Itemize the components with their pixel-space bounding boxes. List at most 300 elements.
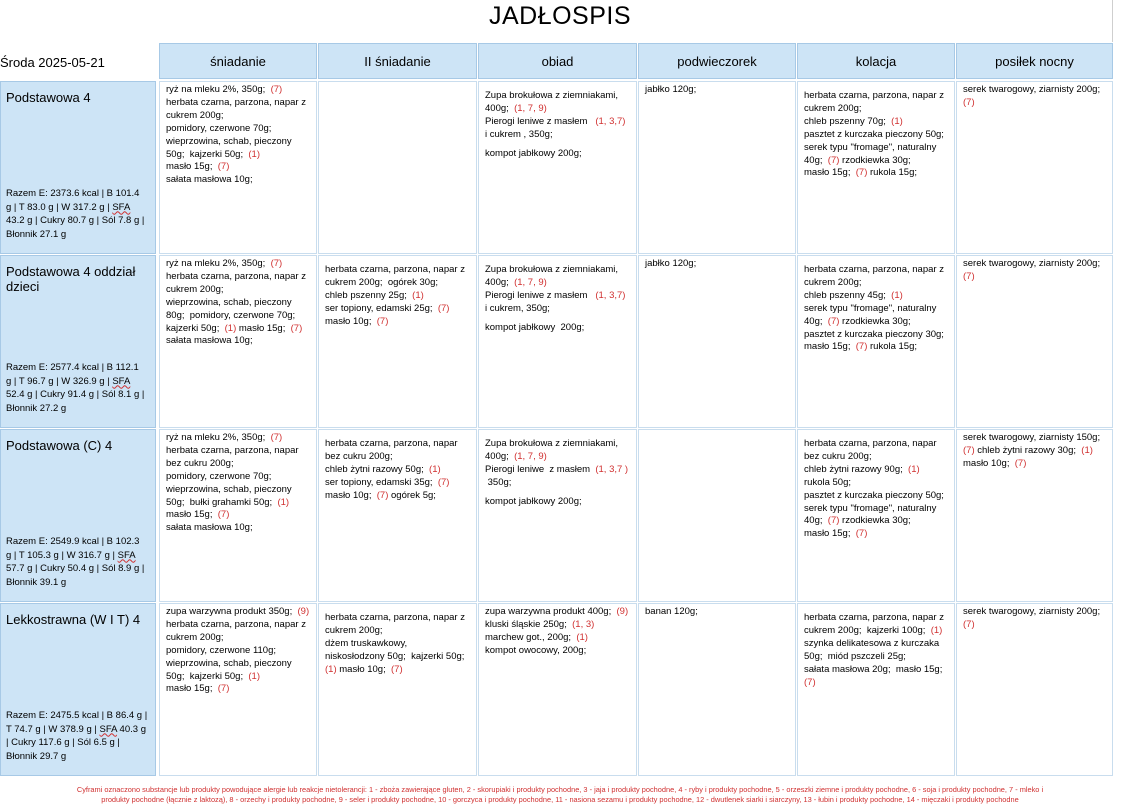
allergen-legend-line: produkty pochodne (łącznie z laktozą), 8 - orzechy i produkty pochodne, 9 - seler i produkty pochodne, 10 - gorczyca i produkty pochodne, 11 - nasiona sezamu i produkty pochodne, 12 - dwutlenek siarki i siarczyny, 13 - łubin i produkty pochodne, 14 - mięczaki i produkty pochodne <box>101 795 1019 804</box>
menu-item: pomidory, czerwone 70g; <box>166 122 272 134</box>
menu-item: ser topiony, edamski 25g; <box>325 302 438 314</box>
menu-item: wieprzowina, schab, pieczony <box>166 483 292 495</box>
allergen-code: (1) <box>576 631 588 643</box>
menu-line <box>485 619 632 632</box>
allergen-code: (7) <box>855 167 868 179</box>
menu-item: chleb pszenny 45g; <box>804 289 892 301</box>
menu-line <box>166 432 312 445</box>
menu-line <box>485 90 632 103</box>
menu-item: serek twarogowy, ziarnisty 200g; <box>963 606 1101 617</box>
allergen-code: (1, 7, 9) <box>514 450 547 462</box>
allergen-code: (1, 3,7) <box>595 115 626 127</box>
menu-line <box>166 484 312 497</box>
summary-line <box>6 549 149 563</box>
menu-line <box>804 277 950 290</box>
sfa-label: SFA <box>99 723 117 735</box>
meal-cell <box>318 81 477 254</box>
meal-cell <box>159 81 317 254</box>
menu-item: niskosłodzony 50g; kajzerki 50g; <box>325 650 465 662</box>
menu-line <box>325 477 472 490</box>
menu-line <box>963 445 1108 458</box>
menu-line <box>963 619 1108 632</box>
page-title: JADŁOSPIS <box>488 2 632 30</box>
allergen-code: (7) <box>437 476 450 488</box>
menu-line <box>166 110 312 123</box>
menu-item: serek typu "fromage", naturalny <box>804 502 937 514</box>
menu-line <box>804 129 950 142</box>
menu-item: masło 10g; <box>325 315 377 327</box>
menu-line <box>804 612 950 625</box>
menu-item: kompot jabłkowy 200g; <box>485 147 582 159</box>
menu-item: marchew got., 200g; <box>485 631 577 643</box>
menu-line <box>804 316 950 329</box>
menu-item: rukola 15g; <box>867 341 918 353</box>
menu-line <box>166 445 312 458</box>
menu-item: dżem truskawkowy, <box>325 637 408 649</box>
menu-line <box>804 103 950 116</box>
meal-cell <box>159 603 317 776</box>
menu-line <box>804 490 950 503</box>
menu-line <box>166 84 312 97</box>
menu-line <box>804 264 950 277</box>
allergen-code: (1) <box>1081 444 1093 456</box>
allergen-code: (1, 3) <box>572 618 595 630</box>
menu-line <box>963 432 1108 445</box>
menu-item: chleb pszenny 70g; <box>804 115 892 127</box>
allergen-code: (7) <box>963 444 975 456</box>
menu-line <box>963 458 1108 471</box>
menu-item: kompot owocowy, 200g; <box>485 644 587 656</box>
menu-line <box>804 167 950 180</box>
allergen-code: (9) <box>616 606 629 617</box>
menu-item: cukrem 200g; <box>325 624 383 636</box>
menu-item: bez cukru 200g; <box>166 457 234 469</box>
menu-line <box>485 264 632 277</box>
meal-cell <box>638 603 796 776</box>
menu-line <box>485 645 632 658</box>
menu-item: Pierogi leniwe z masłem <box>485 115 596 127</box>
allergen-code: (1) <box>891 289 903 301</box>
allergen-code: (7) <box>270 258 283 269</box>
summary-line: 43.2 g | Cukry 80.7 g | Sól 7.8 g | <box>6 215 145 226</box>
menu-item: zupa warzywna produkt 400g; <box>485 606 617 617</box>
diet-label-cell <box>0 429 156 602</box>
allergen-code: (7) <box>217 683 230 695</box>
menu-line <box>325 612 472 625</box>
allergen-legend <box>0 785 1120 805</box>
menu-line <box>166 632 312 645</box>
menu-line <box>485 277 632 290</box>
meal-cell <box>478 429 637 602</box>
menu-line <box>963 97 1108 110</box>
menu-item: i cukrem, 350g; <box>485 302 550 314</box>
menu-line <box>804 341 950 354</box>
menu-item: kompot jabłkowy 200g; <box>485 321 585 333</box>
summary-line: Błonnik 29.7 g <box>6 750 67 762</box>
menu-item: rukola 15g; <box>867 167 918 179</box>
menu-line <box>166 284 312 297</box>
menu-item: chleb żytni razowy 90g; <box>804 463 909 475</box>
menu-line <box>166 258 312 271</box>
allergen-code: (7) <box>1014 457 1027 469</box>
menu-item: cukrem 200g; <box>804 102 862 114</box>
menu-item: pasztet z kurczaka pieczony 50g; <box>804 489 944 501</box>
menu-item: masło 10g; <box>963 457 1015 469</box>
summary-line: Błonnik 39.1 g <box>6 576 67 588</box>
summary-line: 52.4 g | Cukry 91.4 g | Sól 8.1 g | <box>6 389 145 400</box>
menu-item: chleb żytni razowy 50g; <box>325 463 430 475</box>
menu-line <box>166 522 312 535</box>
menu-line <box>804 142 950 155</box>
menu-item: masło 10g; <box>325 489 377 501</box>
allergen-code: (7) <box>270 432 283 443</box>
menu-line <box>485 477 632 490</box>
menu-item: cukrem 200g; <box>166 283 224 295</box>
menu-item: rzodkiewka 30g; <box>839 154 911 166</box>
summary-line: Błonnik 27.2 g <box>6 402 67 414</box>
allergen-code: (7) <box>290 322 303 334</box>
menu-item: cukrem 200g; <box>166 109 224 121</box>
menu-line <box>804 664 950 677</box>
meal-header: obiad <box>478 43 637 79</box>
menu-item: herbata czarna, parzona, napar z <box>325 612 465 623</box>
menu-line <box>485 632 632 645</box>
menu-item: pasztet z kurczaka pieczony 50g; <box>804 128 944 140</box>
summary-text: g | T 96.7 g | W 326.9 g | <box>6 375 113 387</box>
menu-line <box>485 129 632 142</box>
menu-item: pomidory, czerwone 110g; <box>166 644 277 656</box>
menu-line <box>645 606 791 619</box>
menu-item: serek twarogowy, ziarnisty 200g; <box>963 84 1101 95</box>
diet-name: Podstawowa 4 oddział dzieci <box>6 264 136 294</box>
sfa-label: SFA <box>117 549 136 561</box>
menu-line <box>166 123 312 136</box>
menu-item: ser topiony, edamski 35g; <box>325 476 438 488</box>
menu-item: 40g; <box>804 515 828 527</box>
meal-cell <box>638 429 796 602</box>
menu-item: 400g; <box>485 102 515 114</box>
allergen-code: (1) <box>277 496 290 508</box>
menu-line <box>166 335 312 348</box>
meal-cell <box>956 429 1113 602</box>
menu-line <box>325 651 472 664</box>
menu-line <box>804 90 950 103</box>
menu-line <box>166 149 312 162</box>
menu-line <box>325 303 472 316</box>
menu-item: 40g; <box>804 315 828 327</box>
menu-item: Pierogi leniwe z masłem <box>485 289 596 301</box>
summary-line: Błonnik 27.1 g <box>6 228 67 240</box>
menu-item: herbata czarna, parzona, napar z <box>166 270 306 282</box>
diet-name: Podstawowa (C) 4 <box>6 438 113 453</box>
menu-item: sałata masłowa 20g; masło 15g; <box>804 663 943 675</box>
sfa-label: SFA <box>112 375 131 387</box>
menu-line <box>485 290 632 303</box>
meal-cell <box>956 255 1113 428</box>
menu-line <box>325 451 472 464</box>
summary-line: Razem E: 2577.4 kcal | B 112.1 <box>6 362 139 373</box>
divider <box>1112 0 1113 42</box>
menu-line <box>166 658 312 671</box>
allergen-code: (1) <box>908 463 920 475</box>
allergen-code: (1) <box>248 148 261 160</box>
summary-text: T 74.7 g | W 378.9 g | <box>6 723 100 735</box>
menu-line <box>325 277 472 290</box>
menu-item: chleb pszenny 25g; <box>325 289 413 301</box>
menu-line <box>804 651 950 664</box>
menu-item: herbata czarna, parzona, napar z <box>166 618 306 630</box>
meal-cell <box>478 255 637 428</box>
nutrition-summary <box>6 535 149 589</box>
menu-item: 50g; kajzerki 50g; <box>166 670 249 682</box>
meal-cell <box>478 603 637 776</box>
menu-line <box>485 116 632 129</box>
menu-line <box>645 84 791 97</box>
menu-line <box>804 303 950 316</box>
menu-line <box>325 625 472 638</box>
meal-cell <box>956 603 1113 776</box>
menu-line <box>166 174 312 187</box>
menu-item: herbata czarna, parzona, napar <box>325 438 458 449</box>
menu-item: cukrem 200g; ogórek 30g; <box>325 276 439 288</box>
meal-cell <box>638 255 796 428</box>
menu-item: 400g; <box>485 450 515 462</box>
nutrition-summary <box>6 709 149 763</box>
menu-item: 350g; <box>485 476 512 488</box>
menu-item: herbata czarna, parzona, napar z <box>325 264 465 275</box>
menu-line <box>485 322 632 335</box>
menu-item: chleb żytni razowy 30g; <box>974 444 1082 456</box>
menu-line <box>166 161 312 174</box>
meal-cell <box>638 81 796 254</box>
menu-line <box>485 496 632 509</box>
diet-label-cell <box>0 255 156 428</box>
menu-line <box>804 677 950 690</box>
meal-cell <box>318 603 477 776</box>
allergen-code: (7) <box>827 154 840 166</box>
menu-item: masło 15g; <box>166 683 218 695</box>
allergen-code: (1) <box>248 670 261 682</box>
menu-line <box>485 464 632 477</box>
allergen-code: (9) <box>297 606 310 617</box>
menu-item: 80g; pomidory, czerwone 70g; <box>166 309 296 321</box>
menu-line <box>485 451 632 464</box>
menu-line <box>325 264 472 277</box>
menu-item: herbata czarna, parzona, napar <box>804 438 937 449</box>
allergen-code: (1) <box>429 463 441 475</box>
allergen-code: (1) <box>325 663 337 675</box>
menu-line <box>325 490 472 503</box>
menu-item: cukrem 200g; <box>166 631 224 643</box>
allergen-code: (7) <box>217 161 230 173</box>
menu-item: masło 15g; <box>236 322 291 334</box>
menu-line <box>804 464 950 477</box>
menu-item: kajzerki 50g; <box>166 322 225 334</box>
menu-line <box>166 497 312 510</box>
meal-cell <box>159 429 317 602</box>
menu-line <box>325 290 472 303</box>
summary-line <box>6 723 149 737</box>
menu-line <box>804 503 950 516</box>
menu-item: wieprzowina, schab, pieczony <box>166 657 292 669</box>
menu-item: bez cukru 200g; <box>804 450 872 462</box>
summary-line: Razem E: 2475.5 kcal | B 86.4 g | <box>6 710 148 721</box>
menu-line <box>485 103 632 116</box>
menu-line <box>325 438 472 451</box>
diet-label-cell <box>0 603 156 776</box>
menu-item: jabłko 120g; <box>645 84 697 95</box>
menu-item: Zupa brokułowa z ziemniakami, <box>485 264 619 275</box>
menu-line <box>804 155 950 168</box>
allergen-code: (1) <box>412 289 424 301</box>
menu-item: rukola 50g; <box>804 476 852 488</box>
menu-item: kluski śląskie 250g; <box>485 618 573 630</box>
menu-item: herbata czarna, parzona, napar z <box>804 90 944 101</box>
menu-item: serek typu "fromage", naturalny <box>804 302 937 314</box>
menu-line <box>485 148 632 161</box>
summary-line: 57.7 g | Cukry 50.4 g | Sól 8.9 g | <box>6 563 145 574</box>
menu-item: masło 15g; <box>804 528 856 540</box>
menu-item: ryż na mleku 2%, 350g; <box>166 258 271 269</box>
meal-header: kolacja <box>797 43 955 79</box>
meal-cell <box>797 429 955 602</box>
menu-line <box>804 116 950 129</box>
menu-item: masło 15g; <box>166 509 218 521</box>
diet-name: Podstawowa 4 <box>6 90 91 105</box>
diet-label-cell <box>0 81 156 254</box>
nutrition-summary <box>6 361 149 415</box>
menu-item: cukrem 200g; <box>804 276 862 288</box>
menu-item: serek typu "fromage", naturalny <box>804 141 937 153</box>
meal-cell <box>159 255 317 428</box>
summary-text: g | T 83.0 g | W 317.2 g | <box>6 201 113 213</box>
allergen-code: (7) <box>827 515 840 527</box>
menu-item: masło 15g; <box>804 167 856 179</box>
menu-item: sałata masłowa 10g; <box>166 522 253 534</box>
menu-item: pomidory, czerwone 70g; <box>166 470 272 482</box>
menu-item: 40g; <box>804 154 828 166</box>
meal-cell <box>797 603 955 776</box>
menu-line <box>804 477 950 490</box>
menu-line <box>325 464 472 477</box>
menu-line <box>166 323 312 336</box>
menu-item: 400g; <box>485 276 515 288</box>
menu-item: 50g; bułki grahamki 50g; <box>166 496 278 508</box>
menu-item: masło 10g; <box>336 663 392 675</box>
summary-line: | Cukry 117.6 g | Sól 6.5 g | <box>6 737 120 748</box>
allergen-code: (1, 3,7) <box>595 289 626 301</box>
menu-line <box>166 297 312 310</box>
meal-cell <box>956 81 1113 254</box>
menu-line <box>166 509 312 522</box>
menu-item: cukrem 200g; kajzerki 100g; <box>804 624 931 636</box>
menu-line <box>804 438 950 451</box>
menu-item: rzodkiewka 30g; <box>839 315 911 327</box>
menu-item: masło 15g; <box>804 341 856 353</box>
allergen-code: (7) <box>217 509 230 521</box>
menu-item: masło 15g; <box>166 161 218 173</box>
menu-line <box>804 638 950 651</box>
menu-line <box>804 528 950 541</box>
meal-header: II śniadanie <box>318 43 477 79</box>
menu-item: sałata masłowa 10g; <box>166 335 253 347</box>
allergen-code: (7) <box>270 84 283 95</box>
allergen-code: (1, 7, 9) <box>514 276 547 288</box>
allergen-code: (7) <box>855 341 868 353</box>
menu-line <box>645 258 791 271</box>
allergen-code: (7) <box>376 315 389 327</box>
summary-line <box>6 201 149 215</box>
menu-item: pasztet z kurczaka pieczony 30g; <box>804 328 944 340</box>
menu-line <box>963 258 1108 271</box>
menu-item: sałata masłowa 10g; <box>166 174 253 186</box>
menu-item: jabłko 120g; <box>645 258 697 269</box>
allergen-code: (7) <box>963 618 975 630</box>
menu-line <box>166 97 312 110</box>
menu-item: herbata czarna, parzona, napar z <box>166 96 306 108</box>
menu-date: Środa 2025-05-21 <box>0 55 105 70</box>
menu-line <box>166 645 312 658</box>
menu-item: Zupa brokułowa z ziemniakami, <box>485 90 619 101</box>
allergen-code: (7) <box>963 96 975 108</box>
menu-item: zupa warzywna produkt 350g; <box>166 606 298 617</box>
summary-text: 40.3 g <box>116 723 146 735</box>
menu-line <box>804 329 950 342</box>
allergen-code: (7) <box>804 676 816 688</box>
meal-cell <box>318 429 477 602</box>
menu-line <box>963 271 1108 284</box>
menu-item: herbata czarna, parzona, napar <box>166 444 299 456</box>
allergen-code: (7) <box>827 315 840 327</box>
menu-line <box>963 606 1108 619</box>
menu-line <box>485 303 632 316</box>
allergen-legend-line: Cyframi oznaczono substancje lub produkty powodujące alergie lub reakcje nietolerancji: 1 - zboża zawierające gluten, 2 - skorupiaki i produkty pochodne, 3 - jaja i produkty pochodne, 4 - ryby i produkty pochodne, 5 - orzeszki ziemne i produkty pochodne, 6 - soja i produkty pochodne, 7 - mleko i <box>76 785 1044 794</box>
meal-cell <box>797 255 955 428</box>
menu-line <box>166 606 312 619</box>
allergen-code: (7) <box>963 270 975 282</box>
nutrition-summary <box>6 187 149 241</box>
menu-item: 50g; miód pszczeli 25g; <box>804 650 906 662</box>
menu-item: rzodkiewka 30g; <box>839 515 911 527</box>
menu-line <box>485 438 632 451</box>
menu-line <box>166 310 312 323</box>
allergen-code: (1) <box>224 322 237 334</box>
allergen-code: (7) <box>391 663 403 675</box>
allergen-code: (7) <box>437 302 450 314</box>
menu-line <box>963 84 1108 97</box>
menu-line <box>166 458 312 471</box>
menu-line <box>804 625 950 638</box>
menu-line <box>325 638 472 651</box>
menu-item: herbata czarna, parzona, napar z <box>804 264 944 275</box>
menu-line <box>166 271 312 284</box>
menu-line <box>166 471 312 484</box>
menu-item: serek twarogowy, ziarnisty 150g; <box>963 432 1101 443</box>
menu-line <box>804 290 950 303</box>
menu-item: i cukrem , 350g; <box>485 128 553 140</box>
allergen-code: (1, 7, 9) <box>514 102 547 114</box>
summary-line <box>6 375 149 389</box>
menu-item: bez cukru 200g; <box>325 450 393 462</box>
meal-cell <box>797 81 955 254</box>
menu-line <box>325 664 472 677</box>
menu-line <box>166 136 312 149</box>
menu-item: serek twarogowy, ziarnisty 200g; <box>963 258 1101 269</box>
meal-header: posiłek nocny <box>956 43 1113 79</box>
menu-line <box>804 451 950 464</box>
diet-name: Lekkostrawna (W I T) 4 <box>6 612 141 627</box>
allergen-code: (1, 3,7 ) <box>595 463 629 475</box>
